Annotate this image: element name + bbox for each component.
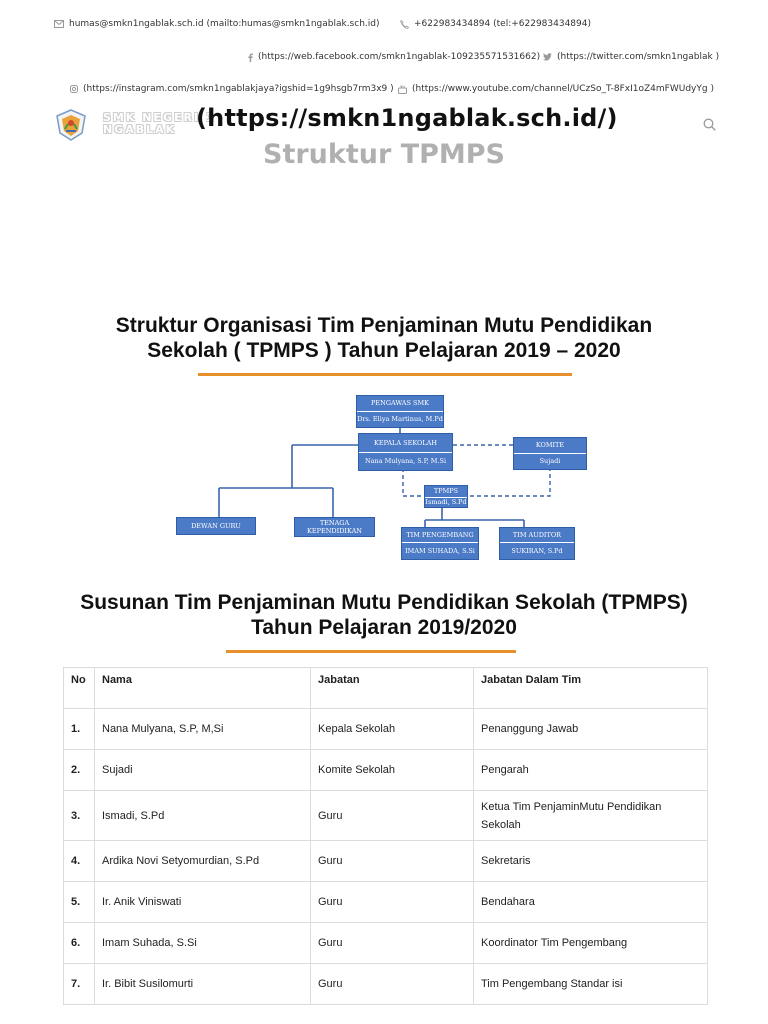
cell-jabatan: Kepala Sekolah	[311, 709, 474, 750]
cell-no: 6.	[64, 923, 95, 964]
instagram-link[interactable]	[70, 84, 394, 94]
org-box-dewan-guru	[176, 517, 256, 535]
cell-nama: Imam Suhada, S.Si	[95, 923, 311, 964]
cell-jabatan: Komite Sekolah	[311, 750, 474, 791]
org-dewan-guru: DEWAN GURU	[191, 522, 241, 530]
twitter-link[interactable]	[543, 52, 719, 62]
team-list-heading	[0, 590, 768, 640]
org-heading-line2: Sekolah ( TPMPS ) Tahun Pelajaran 2019 – 2020	[147, 339, 621, 362]
cell-jabatan-tim: Bendahara	[474, 882, 708, 923]
team-heading-line1: Susunan Tim Penjaminan Mutu Pendidikan Sekolah (TPMPS)	[80, 591, 688, 614]
org-box-tim-pengembang	[401, 527, 479, 560]
table-row	[64, 841, 708, 882]
twitter-icon	[543, 53, 552, 61]
cell-no: 1.	[64, 709, 95, 750]
org-kepala-name: Nana Mulyana, S.P, M.Si	[359, 452, 452, 470]
col-header-jabatan-tim: Jabatan Dalam Tim	[474, 668, 708, 709]
org-chart	[168, 393, 604, 565]
search-icon	[703, 118, 716, 131]
team-heading-line2: Tahun Pelajaran 2019/2020	[251, 616, 517, 639]
org-komite-title: KOMITE	[535, 441, 565, 449]
org-komite-name: Sujadi	[514, 453, 586, 469]
heading-underline	[198, 373, 572, 376]
cell-no: 2.	[64, 750, 95, 791]
site-url-link[interactable]: (https://smkn1ngablak.sch.id/)	[196, 104, 618, 132]
table-row	[64, 709, 708, 750]
org-box-kepala-sekolah	[358, 433, 453, 471]
school-name-line1: SMK NEGERI 1	[103, 111, 216, 124]
cell-no: 5.	[64, 882, 95, 923]
cell-jabatan: Guru	[311, 791, 474, 841]
cell-jabatan: Guru	[311, 882, 474, 923]
cell-nama: Nana Mulyana, S.P, M,Si	[95, 709, 311, 750]
team-table	[63, 667, 708, 1005]
org-tenaga-line1: TENAGA	[319, 519, 350, 527]
school-logo[interactable]	[54, 109, 88, 141]
cell-jabatan-tim: Ketua Tim PenjaminMutu Pendidikan Sekolah	[474, 791, 708, 841]
cell-nama: Ir. Bibit Susilomurti	[95, 964, 311, 1005]
org-auditor-name: SUKIRAN, S.Pd	[500, 542, 574, 559]
cell-no: 3.	[64, 791, 95, 841]
cell-nama: Sujadi	[95, 750, 311, 791]
org-pengembang-name: IMAM SUHADA, S.Si	[402, 542, 478, 559]
org-pengembang-title: TIM PENGEMBANG	[406, 531, 474, 539]
youtube-text: (https://www.youtube.com/channel/UCzSo_T-8FxI1oZ4mFWUdyYg )	[412, 84, 714, 94]
org-heading-line1: Struktur Organisasi Tim Penjaminan Mutu Pendidikan	[115, 314, 653, 337]
youtube-icon	[398, 85, 407, 94]
cell-nama: Ardika Novi Setyomurdian, S.Pd	[95, 841, 311, 882]
page-title: Struktur TPMPS	[263, 139, 505, 170]
contact-bar	[0, 0, 768, 100]
table-row	[64, 791, 708, 841]
envelope-icon	[54, 20, 64, 28]
cell-nama: Ismadi, S.Pd	[95, 791, 311, 841]
org-box-tim-auditor	[499, 527, 575, 560]
facebook-icon	[248, 53, 253, 62]
phone-icon	[400, 20, 409, 29]
school-name-line2: NGABLAK	[103, 123, 177, 136]
table-row	[64, 882, 708, 923]
cell-jabatan: Guru	[311, 841, 474, 882]
col-header-nama: Nama	[95, 668, 311, 709]
org-box-tpmps	[424, 485, 468, 508]
phone-text: +622983434894 (tel:+622983434894)	[414, 19, 591, 29]
cell-jabatan-tim: Pengarah	[474, 750, 708, 791]
heading-underline	[226, 650, 516, 653]
cell-jabatan-tim: Tim Pengembang Standar isi	[474, 964, 708, 1005]
org-box-tenaga-kependidikan	[294, 517, 375, 537]
cell-no: 4.	[64, 841, 95, 882]
cell-jabatan-tim: Koordinator Tim Pengembang	[474, 923, 708, 964]
org-tpmps-name: Ismadi, S.Pd	[425, 498, 467, 506]
org-pengawas-name: Drs. Eliya Martinus, M.Pd	[357, 411, 443, 427]
col-header-jabatan: Jabatan	[311, 668, 474, 709]
phone-link[interactable]	[400, 19, 591, 29]
org-kepala-title: KEPALA SEKOLAH	[373, 439, 438, 447]
org-auditor-title: TIM AUDITOR	[512, 531, 562, 539]
cell-no: 7.	[64, 964, 95, 1005]
org-pengawas-title: PENGAWAS SMK	[371, 399, 429, 407]
facebook-link[interactable]	[248, 52, 540, 62]
twitter-text: (https://twitter.com/smkn1ngablak )	[557, 52, 720, 62]
org-structure-heading	[0, 313, 768, 363]
org-tenaga-line2: KEPENDIDIKAN	[307, 527, 362, 535]
cell-jabatan: Guru	[311, 964, 474, 1005]
facebook-text: (https://web.facebook.com/smkn1ngablak-109235571531662)	[258, 52, 541, 62]
org-box-pengawas	[356, 395, 444, 428]
email-link[interactable]	[54, 19, 380, 29]
search-button[interactable]	[703, 116, 716, 135]
table-row	[64, 750, 708, 791]
cell-jabatan-tim: Sekretaris	[474, 841, 708, 882]
cell-jabatan: Guru	[311, 923, 474, 964]
instagram-icon	[70, 85, 78, 93]
email-text: humas@smkn1ngablak.sch.id (mailto:humas@smkn1ngablak.sch.id)	[69, 19, 380, 29]
org-tpmps-title: TPMPS	[433, 487, 459, 495]
org-box-komite	[513, 437, 587, 470]
instagram-text: (https://instagram.com/smkn1ngablakjaya?igshid=1g9hsgb7rm3x9 )	[83, 84, 394, 94]
youtube-link[interactable]	[398, 84, 714, 94]
col-header-no: No	[64, 668, 95, 709]
table-row	[64, 923, 708, 964]
table-row	[64, 964, 708, 1005]
cell-nama: Ir. Anik Viniswati	[95, 882, 311, 923]
cell-jabatan-tim: Penanggung Jawab	[474, 709, 708, 750]
table-header-row	[64, 668, 708, 709]
